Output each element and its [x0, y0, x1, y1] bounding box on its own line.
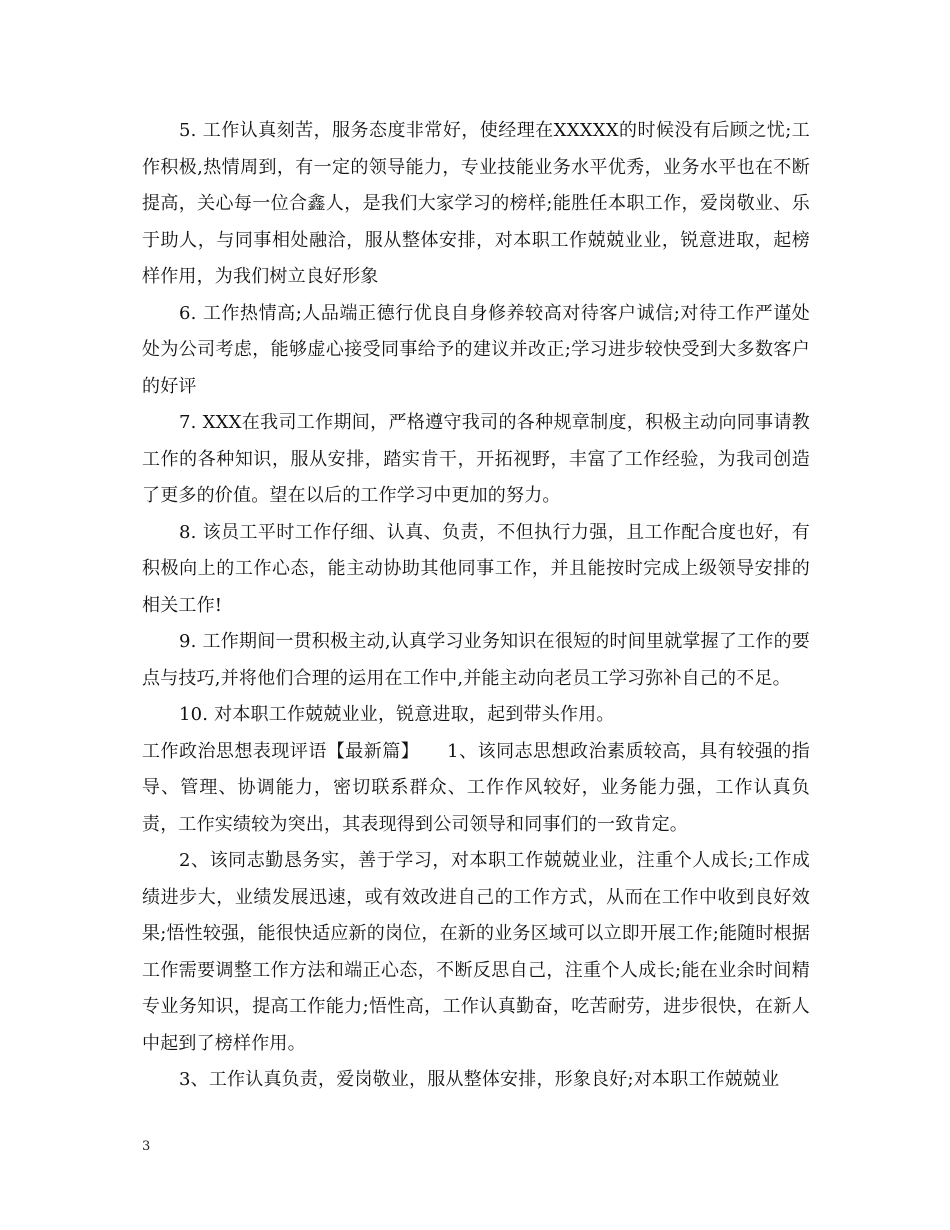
paragraph-item-6: 6. 工作热情高;人品端正德行优良自身修养较高对待客户诚信;对待工作严谨处处为公司考虑，能够虚心接受同事给予的建议并改正;学习进步较快受到大多数客户的好评 [142, 302, 810, 397]
paragraph-item-5: 5. 工作认真刻苦，服务态度非常好，使经理在XXXXX的时候没有后顾之忧;工作积极,热情周到，有一定的领导能力，专业技能业务水平优秀，业务水平也在不断提高，关心每一位合鑫人，是我们大家学习的榜样;能胜任本职工作，爱岗敬业、乐于助人，与同事相处融洽，服从整体安排，对本职工作兢兢业业，锐意进取，起榜样作用，为我们树立良好形象 [142, 120, 810, 287]
paragraph-item-7: 7. XXX在我司工作期间，严格遵守我司的各种规章制度，积极主动向同事请教工作的各种知识，服从安排，踏实肯干，开拓视野，丰富了工作经验，为我司创造了更多的价值。望在以后的工作学习中更加的努力。 [142, 412, 810, 506]
document-body [142, 113, 810, 1099]
section-heading-paragraph: 工作政治思想表现评语【最新篇】 1、该同志思想政治素质较高，具有较强的指导、管理、协调能力，密切联系群众、工作作风较好，业务能力强，工作认真负责，工作实绩较为突出，其表现得到公司领导和同事们的一致肯定。 [142, 740, 810, 835]
paragraph-item-9: 9. 工作期间一贯积极主动,认真学习业务知识在很短的时间里就掌握了工作的要点与技巧,并将他们合理的运用在工作中,并能主动向老员工学习弥补自己的不足。 [142, 631, 810, 689]
paragraph-item-10: 10. 对本职工作兢兢业业，锐意进取，起到带头作用。 [179, 704, 615, 725]
paragraph-comment-2: 2、该同志勤恳务实，善于学习，对本职工作兢兢业业，注重个人成长;工作成绩进步大，业绩发展迅速，或有效改进自己的工作方式，从而在工作中收到良好效果;悟性较强，能很快适应新的岗位，在新的业务区域可以立即开展工作;能随时根据工作需要调整工作方法和端正心态，不断反思自己，注重个人成长;能在业余时间精专业务知识，提高工作能力;悟性高，工作认真勤奋，吃苦耐劳，进步很快，在新人中起到了榜样作用。 [142, 850, 810, 1054]
page-number: 3 [142, 1139, 151, 1154]
paragraph-comment-3: 3、工作认真负责，爱岗敬业，服从整体安排，形象良好;对本职工作兢兢业 [179, 1069, 780, 1090]
paragraph-item-8: 8. 该员工平时工作仔细、认真、负责，不但执行力强，且工作配合度也好，有积极向上的工作心态，能主动协助其他同事工作，并且能按时完成上级领导安排的相关工作! [142, 521, 810, 616]
